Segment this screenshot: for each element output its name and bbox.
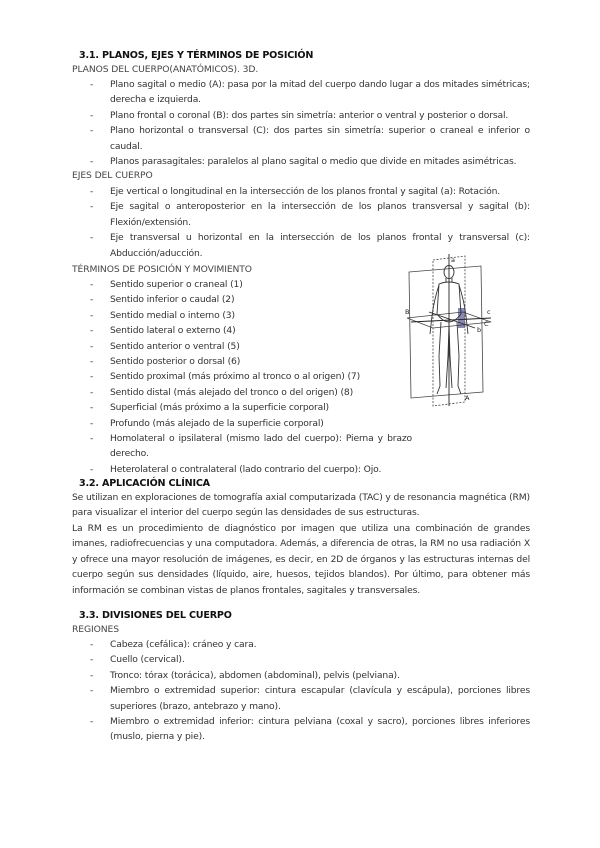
subheading-planos: PLANOS DEL CUERPO(ANATÓMICOS). 3D. — [72, 64, 259, 75]
list-item: - Plano frontal o coronal (B): dos partes sin simetría: anterior o ventral y posterior o dorsal. — [72, 108, 530, 123]
section-heading-aplicacion: 3.2. APLICACIÓN CLÍNICA — [79, 478, 210, 489]
subheading-regiones: REGIONES — [72, 624, 119, 635]
subheading-ejes: EJES DEL CUERPO — [72, 170, 153, 181]
list-item: - Cuello (cervical). — [72, 652, 530, 667]
list-item: - Profundo (más alejado de la superficie corporal) — [72, 416, 412, 431]
list-item: - Sentido proximal (más próximo al tronco o al origen) (7) — [72, 369, 412, 384]
list-item: - Eje sagital o anteroposterior en la intersección de los planos transversal y sagital (b): Flexión/extensión. — [72, 199, 530, 230]
label-B: B — [405, 308, 410, 316]
section-heading-planos: 3.1. PLANOS, EJES Y TÉRMINOS DE POSICIÓN — [79, 50, 314, 61]
list-item: - Heterolateral o contralateral (lado contrario del cuerpo): Ojo. — [72, 462, 412, 477]
list-item: - Sentido medial o interno (3) — [72, 308, 412, 323]
list-regiones — [72, 637, 530, 745]
anatomical-planes-figure — [403, 252, 495, 408]
list-item: - Planos parasagitales: paralelos al plano sagital o medio que divide en mitades asimétricas. — [72, 154, 530, 169]
label-c: c — [487, 308, 491, 316]
list-item: - Sentido lateral o externo (4) — [72, 323, 412, 338]
label-A: A — [465, 394, 470, 402]
subheading-terminos: TÉRMINOS DE POSICIÓN Y MOVIMIENTO — [72, 264, 252, 275]
list-ejes — [72, 184, 530, 261]
list-item: - Tronco: tórax (torácica), abdomen (abdominal), pelvis (pelviana). — [72, 668, 530, 683]
label-a: a — [451, 256, 455, 264]
list-item: - Eje vertical o longitudinal en la intersección de los planos frontal y sagital (a): Rotación. — [72, 184, 530, 199]
list-item: - Homolateral o ipsilateral (mismo lado del cuerpo): Pierna y brazo derecho. — [72, 431, 412, 462]
section-heading-divisiones: 3.3. DIVISIONES DEL CUERPO — [79, 610, 232, 621]
list-item: - Superficial (más próximo a la superficie corporal) — [72, 400, 412, 415]
list-planos — [72, 77, 530, 169]
list-item: - Sentido anterior o ventral (5) — [72, 339, 412, 354]
list-item: - Plano sagital o medio (A): pasa por la mitad del cuerpo dando lugar a dos mitades simétricas; derecha e izquierda. — [72, 77, 530, 108]
paragraph: La RM es un procedimiento de diagnóstico por imagen que utiliza una combinación de grandes imanes, radiofrecuencias y una computadora. Además, a diferencia de otras, la RM no usa radiación X y ofrece una mayor resolución de imágenes, es decir, en 2D de órganos y las estructuras internas del cuerpo según sus densidades (líquido, aire, huesos, tejidos blandos). Por último, para obtener más información se combinan vistas de planos frontales, sagitales y transversales. — [72, 523, 530, 596]
list-item: - Sentido inferior o caudal (2) — [72, 292, 412, 307]
list-item: - Sentido distal (más alejado del tronco o del origen) (8) — [72, 385, 412, 400]
label-C: C — [484, 320, 489, 328]
list-item: - Cabeza (cefálica): cráneo y cara. — [72, 637, 530, 652]
list-item: - Sentido posterior o dorsal (6) — [72, 354, 412, 369]
paragraph: Se utilizan en exploraciones de tomografía axial computarizada (TAC) y de resonancia magnética (RM) para visualizar el interior del cuerpo según las densidades de sus estructuras. — [72, 492, 530, 519]
list-item: - Plano horizontal o transversal (C): dos partes sin simetría: superior o craneal e inferior o caudal. — [72, 123, 530, 154]
list-item: - Miembro o extremidad inferior: cintura pelviana (coxal y sacro), porciones libres inferiores (muslo, pierna y pie). — [72, 714, 530, 745]
frontal-plane — [409, 266, 483, 398]
shaded-region — [458, 308, 465, 328]
list-item: - Miembro o extremidad superior: cintura escapular (clavícula y escápula), porciones libres superiores (brazo, antebrazo y mano). — [72, 683, 530, 714]
list-item: - Sentido superior o craneal (1) — [72, 277, 412, 292]
label-b: b — [477, 326, 482, 334]
list-terminos — [72, 277, 412, 477]
list-item: - Eje transversal u horizontal en la intersección de los planos frontal y transversal (c): Abducción/aducción. — [72, 230, 530, 261]
